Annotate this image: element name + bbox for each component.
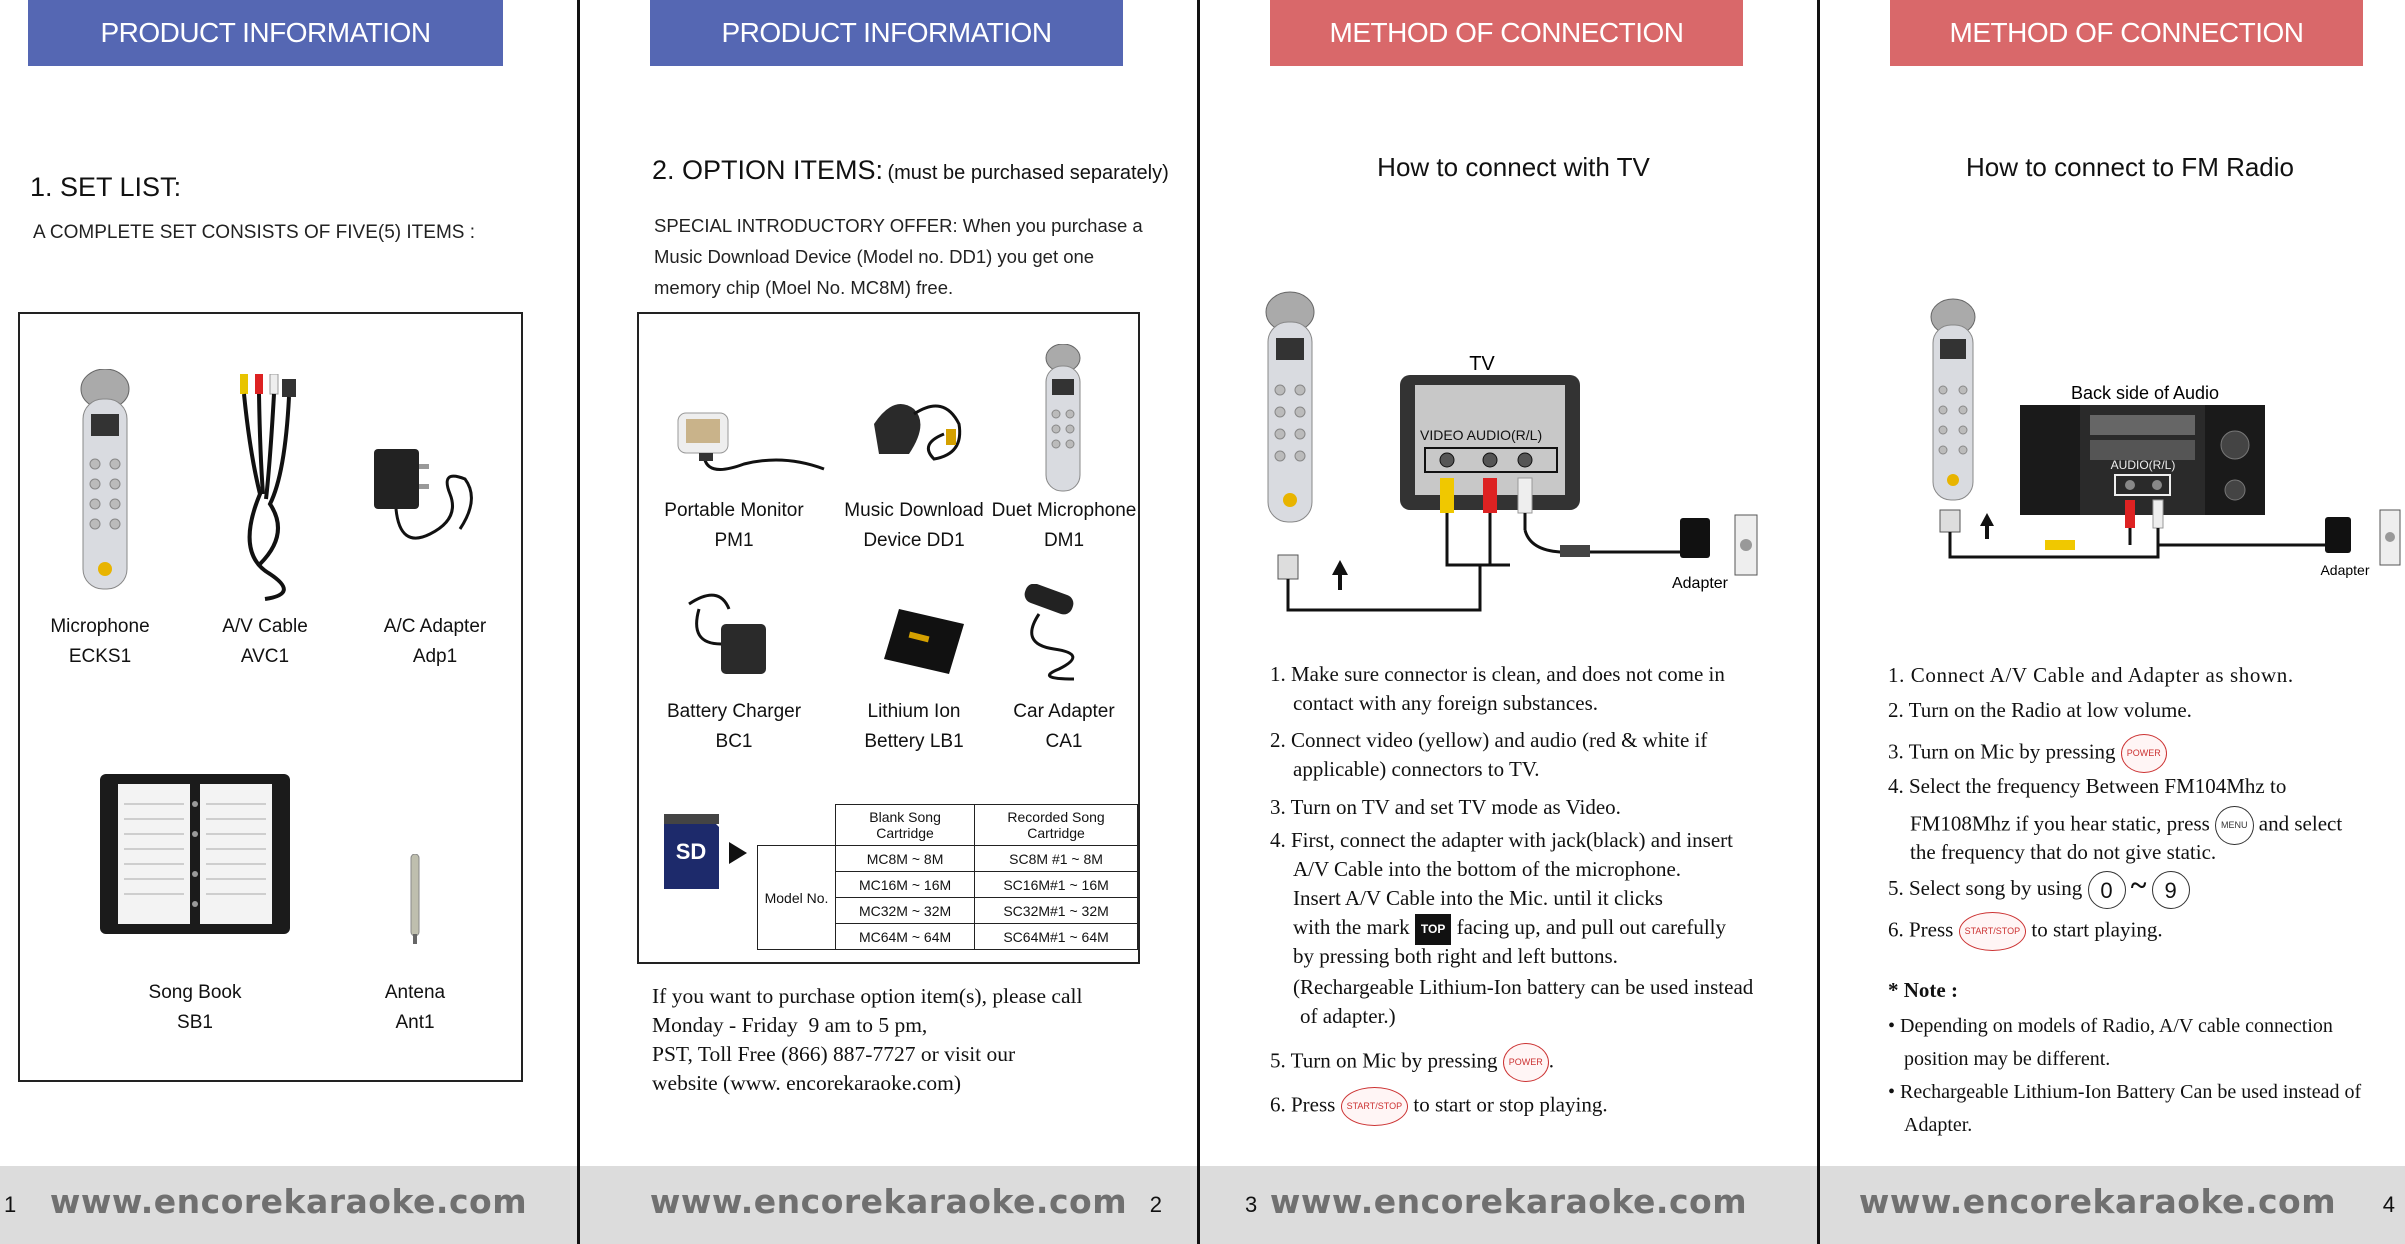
step3-pre: 3. Turn on Mic by pressing bbox=[1888, 739, 2116, 764]
tv-step-4e: by pressing both right and left buttons. bbox=[1293, 944, 1618, 968]
tv-step-3: 3. Turn on TV and set TV mode as Video. bbox=[1270, 795, 1621, 819]
connect-tv-title: How to connect with TV bbox=[1377, 152, 1650, 182]
item-model: ECKS1 bbox=[68, 646, 132, 667]
note-text: Depending on models of Radio, A/V cable connection position may be different. bbox=[1900, 1015, 2333, 1070]
tv-step-4c: Insert A/V Cable into the Mic. until it clicks bbox=[1293, 886, 1663, 910]
step6-pre: 6. Press bbox=[1888, 917, 1954, 942]
set-list-box bbox=[18, 312, 523, 1082]
menu-button-icon: MENU bbox=[2215, 806, 2254, 845]
nine-key-icon: 9 bbox=[2152, 871, 2190, 909]
item-model: Bettery LB1 bbox=[864, 731, 964, 752]
option-item-portable-monitor bbox=[659, 496, 809, 556]
tv-step-4f: (Rechargeable Lithium-Ion battery can be used instead bbox=[1293, 975, 1754, 999]
item-name: Song Book bbox=[148, 982, 242, 1003]
page4-footer bbox=[1820, 1166, 2405, 1244]
item-model: Ant1 bbox=[395, 1012, 435, 1033]
cartridge-table bbox=[757, 804, 1138, 950]
power-button-icon: POWER bbox=[1503, 1043, 1549, 1082]
adapter-label: Adapter bbox=[1671, 575, 1729, 592]
row-label: Model No. bbox=[758, 846, 836, 950]
contact-line: Monday - Friday 9 am to 5 pm, bbox=[652, 1013, 928, 1037]
fm-adapter-label: Adapter bbox=[2320, 562, 2370, 578]
option-heading-note: (must be purchased separately) bbox=[887, 162, 1169, 184]
option-heading-text: 2. OPTION ITEMS: bbox=[652, 155, 884, 185]
step5-pre: 5. Turn on Mic by pressing bbox=[1270, 1048, 1498, 1073]
option-item-car-adapter bbox=[989, 697, 1139, 757]
purchase-contact bbox=[652, 982, 1082, 1098]
lithium-battery-image bbox=[879, 604, 969, 679]
fm-step-4a: 4. Select the frequency Between FM104Mhz to bbox=[1888, 774, 2287, 798]
page-number: 1 bbox=[4, 1192, 17, 1217]
tv-step-5 bbox=[1270, 1043, 1554, 1082]
ac-adapter-image bbox=[370, 439, 480, 569]
top-mark: TOP bbox=[1415, 914, 1451, 945]
item-model: DM1 bbox=[1043, 530, 1085, 551]
mark-pre: with the mark bbox=[1293, 915, 1410, 939]
tv-connection-diagram bbox=[1260, 290, 1790, 620]
table-cell: SC8M #1 ~ 8M bbox=[975, 846, 1138, 872]
table-header: Recorded Song Cartridge bbox=[975, 805, 1138, 846]
note-text: Rechargeable Lithium-Ion Battery Can be used instead of Adapter. bbox=[1900, 1081, 2362, 1136]
portable-monitor-image bbox=[674, 409, 834, 479]
option-item-battery-charger bbox=[659, 697, 809, 757]
set-item-antena bbox=[350, 978, 480, 1038]
item-model: Adp1 bbox=[412, 646, 458, 667]
page4-banner: METHOD OF CONNECTION bbox=[1890, 0, 2363, 66]
duet-microphone-image bbox=[1041, 344, 1085, 494]
set-list-subheading: A COMPLETE SET CONSISTS OF FIVE(5) ITEMS : bbox=[33, 222, 476, 243]
page-1 bbox=[0, 0, 577, 1244]
av-cable-image bbox=[230, 374, 300, 604]
table-cell: MC8M ~ 8M bbox=[836, 846, 975, 872]
sd-card-image bbox=[664, 814, 719, 889]
zero-key-icon: 0 bbox=[2088, 871, 2126, 909]
tv-step-2a: 2. Connect video (yellow) and audio (red & white if bbox=[1270, 728, 1708, 752]
footer-url[interactable]: www.encorekaraoke.com bbox=[1858, 1182, 2337, 1221]
page2-banner: PRODUCT INFORMATION bbox=[650, 0, 1123, 66]
step5-pre: 5. Select song by using bbox=[1888, 876, 2083, 900]
table-cell: SC32M#1 ~ 32M bbox=[975, 898, 1138, 924]
step6-post: to start playing. bbox=[2031, 917, 2163, 942]
table-header: Blank Song Cartridge bbox=[836, 805, 975, 846]
fm-step-6 bbox=[1888, 912, 2163, 951]
item-model: CA1 bbox=[1045, 731, 1083, 752]
tv-step-4b: A/V Cable into the bottom of the microphone. bbox=[1293, 857, 1682, 881]
item-name: Battery Charger bbox=[666, 701, 802, 722]
page-2 bbox=[580, 0, 1197, 1244]
table-cell: MC16M ~ 16M bbox=[836, 872, 975, 898]
footer-url[interactable]: www.encorekaraoke.com bbox=[1269, 1182, 1748, 1221]
microphone-image bbox=[75, 369, 135, 594]
music-download-image bbox=[864, 384, 974, 474]
fm-step-4c: the frequency that do not give static. bbox=[1910, 840, 2217, 864]
start-stop-button-icon: START/STOP bbox=[1959, 912, 2027, 951]
step4-pre: FM108Mhz if you hear static, press bbox=[1910, 811, 2210, 836]
page1-footer bbox=[0, 1166, 577, 1244]
arrow-right-icon bbox=[729, 842, 747, 864]
table-cell: MC32M ~ 32M bbox=[836, 898, 975, 924]
page3-banner: METHOD OF CONNECTION bbox=[1270, 0, 1743, 66]
set-item-ac-adapter bbox=[355, 612, 515, 672]
option-items-heading bbox=[652, 155, 1169, 186]
item-name: Microphone bbox=[50, 616, 150, 637]
tv-label: TV bbox=[1469, 353, 1495, 375]
page3-footer bbox=[1200, 1166, 1817, 1244]
table-header-row bbox=[758, 805, 1138, 846]
table-row bbox=[758, 846, 1138, 872]
set-item-av-cable bbox=[195, 612, 335, 672]
item-name: Music Download bbox=[844, 500, 984, 521]
connect-fm-title: How to connect to FM Radio bbox=[1965, 152, 2295, 182]
footer-url[interactable]: www.encorekaraoke.com bbox=[649, 1182, 1128, 1221]
tv-step-6 bbox=[1270, 1087, 1608, 1126]
fm-step-3 bbox=[1888, 734, 2167, 773]
item-name: A/V Cable bbox=[222, 616, 308, 637]
option-item-music-download bbox=[839, 496, 989, 556]
special-offer: SPECIAL INTRODUCTORY OFFER: When you purchase a Music Download Device (Model no. DD1) you get one memory chip (Moel No. MC8M) free. bbox=[654, 215, 1143, 298]
tv-step-1b: contact with any foreign substances. bbox=[1293, 691, 1598, 715]
set-item-microphone bbox=[30, 612, 170, 672]
step6-post: to start or stop playing. bbox=[1413, 1092, 1608, 1117]
item-name: A/C Adapter bbox=[383, 616, 487, 637]
page-number: 3 bbox=[1245, 1192, 1258, 1217]
power-button-icon: POWER bbox=[2121, 734, 2167, 773]
car-adapter-image bbox=[1014, 584, 1104, 684]
table-cell: SC64M#1 ~ 64M bbox=[975, 924, 1138, 950]
antenna-image bbox=[405, 854, 425, 944]
table-cell: MC64M ~ 64M bbox=[836, 924, 975, 950]
tv-step-4d bbox=[1293, 913, 1726, 945]
option-items-box bbox=[637, 312, 1140, 964]
page-4 bbox=[1820, 0, 2405, 1244]
set-item-song-book bbox=[115, 978, 275, 1038]
fm-connection-diagram bbox=[1925, 295, 2405, 585]
contact-line: PST, Toll Free (866) 887-7727 or visit our bbox=[652, 1042, 1016, 1066]
tv-step-1a: 1. Make sure connector is clean, and does not come in bbox=[1270, 662, 1725, 686]
table-cell: SC16M#1 ~ 16M bbox=[975, 872, 1138, 898]
tv-step-4a: 4. First, connect the adapter with jack(black) and insert bbox=[1270, 828, 1734, 852]
item-model: AVC1 bbox=[240, 646, 290, 667]
svg-text:SD: SD bbox=[675, 839, 707, 864]
item-name: Duet Microphone bbox=[991, 500, 1137, 521]
item-model: PM1 bbox=[714, 530, 754, 551]
tv-step-4g: of adapter.) bbox=[1300, 1004, 1396, 1028]
bullet-icon: • bbox=[1888, 1081, 1901, 1103]
item-name: Lithium Ion bbox=[867, 701, 961, 722]
contact-line: website (www. encorekaraoke.com) bbox=[652, 1071, 962, 1095]
back-side-label: Back side of Audio bbox=[2070, 383, 2220, 403]
audio-ports-label: AUDIO(R/L) bbox=[2110, 458, 2176, 472]
item-model: Device DD1 bbox=[863, 530, 965, 551]
page2-footer bbox=[580, 1166, 1197, 1244]
fm-step-2: 2. Turn on the Radio at low volume. bbox=[1888, 698, 2192, 722]
step5-post: . bbox=[1548, 1048, 1555, 1073]
set-list-heading: 1. SET LIST: bbox=[30, 172, 182, 202]
item-name: Antena bbox=[384, 982, 446, 1003]
option-item-lithium-ion bbox=[839, 697, 989, 757]
tv-ports-label: VIDEO AUDIO(R/L) bbox=[1420, 427, 1543, 443]
item-model: BC1 bbox=[715, 731, 753, 752]
option-item-duet-microphone bbox=[989, 496, 1139, 556]
table-corner bbox=[758, 805, 836, 846]
contact-line: If you want to purchase option item(s), please call bbox=[652, 984, 1083, 1008]
bullet-icon: • bbox=[1888, 1015, 1901, 1037]
page-number: 2 bbox=[1149, 1192, 1162, 1217]
battery-charger-image bbox=[679, 584, 779, 684]
fm-step-1: 1. Connect A/V Cable and Adapter as shown. bbox=[1888, 663, 2294, 687]
song-book-image bbox=[100, 774, 290, 934]
item-name: Car Adapter bbox=[1013, 701, 1115, 722]
note-item bbox=[1888, 1010, 2393, 1076]
note-title: * Note : bbox=[1888, 978, 1958, 1002]
page1-banner: PRODUCT INFORMATION bbox=[28, 0, 503, 66]
fm-step-5 bbox=[1888, 871, 2190, 909]
step4-post: and select bbox=[2258, 811, 2343, 836]
tv-step-2b: applicable) connectors to TV. bbox=[1293, 757, 1540, 781]
item-name: Portable Monitor bbox=[664, 500, 804, 521]
step6-pre: 6. Press bbox=[1270, 1092, 1336, 1117]
start-stop-button-icon: START/STOP bbox=[1341, 1087, 1409, 1126]
mark-post: facing up, and pull out carefully bbox=[1456, 915, 1727, 939]
tilde-icon: ~ bbox=[2130, 869, 2147, 902]
footer-url[interactable]: www.encorekaraoke.com bbox=[49, 1182, 528, 1221]
note-item bbox=[1888, 1076, 2393, 1142]
page-3 bbox=[1200, 0, 1817, 1244]
page-number: 4 bbox=[2382, 1192, 2395, 1217]
item-model: SB1 bbox=[177, 1012, 213, 1033]
